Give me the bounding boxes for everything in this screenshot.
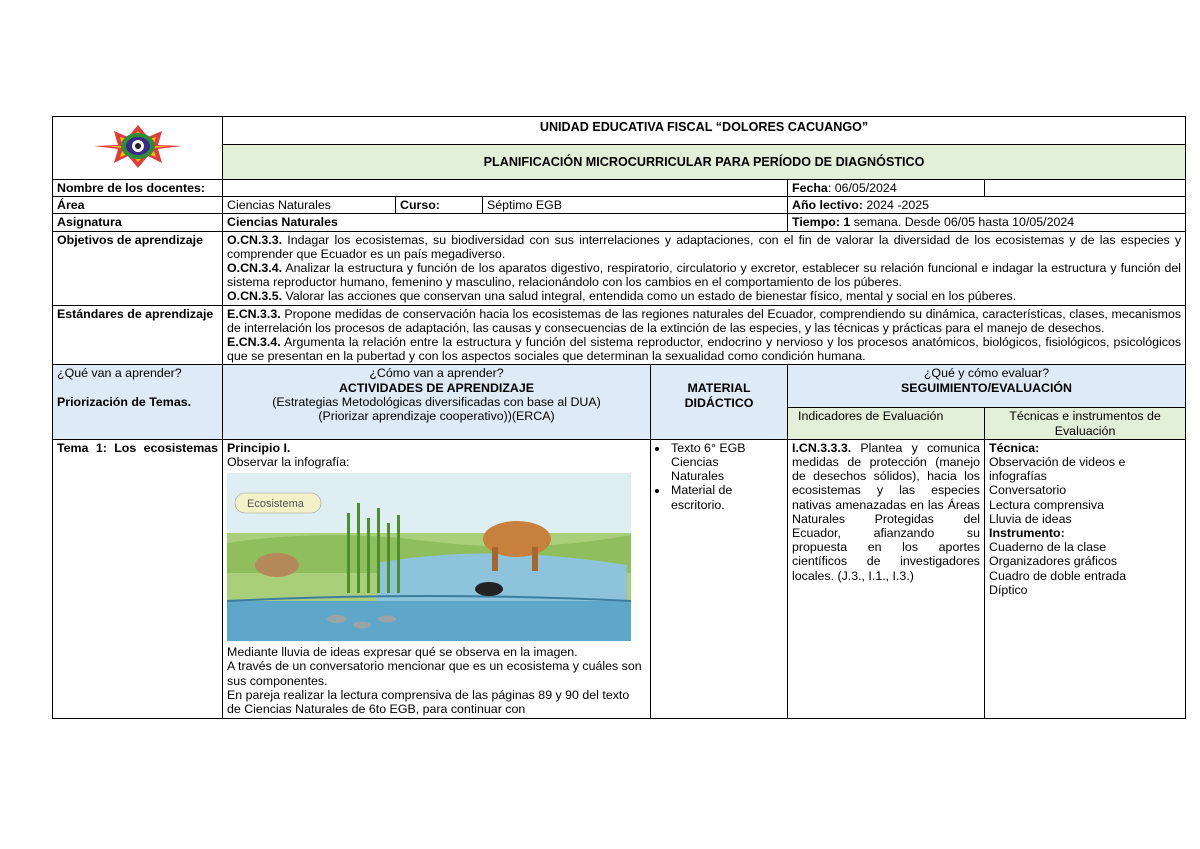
- tiempo-value: semana. Desde 06/05 hasta 10/05/2024: [850, 215, 1075, 230]
- area-label: Área: [53, 197, 223, 214]
- evaluacion-header: ¿Qué y cómo evaluar? SEGUIMIENTO/EVALUACIÓN: [788, 365, 1186, 408]
- objetivo-item: O.CN.3.4. Analizar la estructura y función de los aparatos digestivo, respiratorio, circulatorio y excretor, establecer su relación funcional e indagar la estructura y función del sistema reproductor humano, femenino y masculino, relacionándolo con los cambios en el comportamiento de los púberes.: [227, 261, 1182, 290]
- instrumento-item: Cuaderno de la clase: [989, 540, 1107, 555]
- objetivos-label: Objetivos de aprendizaje: [53, 231, 223, 305]
- anio-label: Año lectivo:: [792, 198, 863, 213]
- fecha-value: : 06/05/2024: [827, 181, 897, 195]
- school-logo: [90, 123, 186, 169]
- tiempo-cell: [788, 214, 1186, 231]
- tecnicas-cell: Técnica: Observación de videos e infografías Conversatorio Lectura comprensiva Lluvia de ideas Instrumento: Cuaderno de la clase Organizadores gráficos Cuadro de doble entrada Díptico: [985, 439, 1186, 718]
- anio-value: 2024 -2025: [862, 198, 930, 213]
- school-logo-cell: [53, 117, 223, 180]
- ecosystem-illustration: [227, 473, 631, 641]
- tecnica-item: Conversatorio: [989, 483, 1067, 498]
- objetivo-item: O.CN.3.5. Valorar las acciones que conservan una salud integral, entendida como un estado de bienestar físico, mental y social en los púberes.: [227, 289, 1017, 304]
- activity-item: En pareja realizar la lectura comprensiva de las páginas 89 y 90 del texto de Ciencias Naturales de 6to EGB, para continuar con: [227, 687, 630, 717]
- activity-item: Mediante lluvia de ideas expresar qué se observa en la imagen.: [227, 645, 578, 660]
- activity-item: A través de un conversatorio mencionar que es un ecosistema y cuáles son sus componentes.: [227, 659, 642, 688]
- estandar-item: E.CN.3.4. Argumenta la relación entre la estructura y función del sistema reproductor, endocrino y nervioso y los procesos anatómicos, biológicos, fisiológicos, psicológicos que se presentan en la pubertad y con los aspectos sociales que determinan la sexualidad como condición humana.: [227, 335, 1182, 364]
- tiempo-label: Tiempo: 1: [792, 215, 851, 230]
- material-item: • Texto 6° EGB Ciencias Naturales: [669, 441, 783, 484]
- objetivo-item: O.CN.3.3. Indagar los ecosistemas, su biodiversidad con sus interrelaciones y adaptaciones, con el fin de valorar la diversidad de los ecosistemas y de las especies y comprender que Ecuador es un país megadiverso.: [227, 232, 1182, 261]
- planning-table: [52, 116, 1186, 719]
- estandares-label: Estándares de aprendizaje: [53, 305, 223, 365]
- infographic-label: Ecosistema: [247, 498, 304, 511]
- instrumento-item: Organizadores gráficos: [989, 554, 1118, 569]
- objetivos-content: [223, 231, 1186, 305]
- anio-cell: [788, 197, 1186, 214]
- material-header: MATERIAL DIDÁCTICO: [651, 365, 788, 439]
- asignatura-label: Asignatura: [53, 214, 223, 231]
- actividades-cell: Principio I. Observar la infografía: Ecosistema Mediante lluvia de ideas expresar qué se observa en la imagen. A través de un conversatorio mencionar que es un ecosistema y cuáles son sus componentes. En pareja realizar la lectura comprensiva de las páginas 89 y 90 del texto de Ciencias Naturales de 6to EGB, para continuar con: [223, 439, 651, 718]
- ecosystem-infographic: [227, 473, 631, 641]
- tecnica-item: Lluvia de ideas: [989, 511, 1072, 526]
- material-item: • Material de escritorio.: [669, 483, 783, 511]
- tema-cell: Tema 1: Los ecosistemas: [53, 439, 223, 718]
- asignatura-value: Ciencias Naturales: [223, 214, 788, 231]
- docentes-value: [223, 180, 788, 197]
- plan-title: PLANIFICACIÓN MICROCURRICULAR PARA PERÍODO DE DIAGNÓSTICO: [223, 145, 1186, 180]
- indicador-cell: I.CN.3.3.3. Plantea y comunica medidas de protección (manejo de desechos sólidos), hacia los ecosistemas y las especies nativas amenazadas en las Áreas Naturales Protegidas del Ecuador, afianzando su propuesta en los aportes científicos de investigadores locales. (J.3., I.1., I.3.): [788, 439, 985, 718]
- fecha-extra: [985, 180, 1186, 197]
- tecnica-item: Lectura comprensiva: [989, 497, 1105, 512]
- instrumento-item: Cuadro de doble entrada: [989, 568, 1127, 583]
- school-name: UNIDAD EDUCATIVA FISCAL “DOLORES CACUANGO”: [223, 117, 1186, 145]
- tecnicas-header: Técnicas e instrumentos de Evaluación: [985, 408, 1186, 439]
- docentes-label: Nombre de los docentes:: [53, 180, 223, 197]
- instrumento-item: Díptico: [989, 582, 1028, 597]
- curso-value: Séptimo EGB: [483, 197, 788, 214]
- indicadores-header: Indicadores de Evaluación: [788, 408, 985, 439]
- que-aprender-header: ¿Qué van a aprender? Priorización de Temas.: [53, 365, 223, 439]
- estandar-item: E.CN.3.3. Propone medidas de conservación hacia los ecosistemas de las regiones naturales del Ecuador, comprendiendo su dinámica, características, clases, mecanismos de interrelación los procesos de adaptación, las causas y consecuencias de la extinción de las especies, y las técnicas y prácticas para el manejo de desechos.: [227, 306, 1182, 335]
- tecnica-item: Observación de videos e infografías: [989, 455, 1126, 484]
- como-aprender-header: ¿Cómo van a aprender? ACTIVIDADES DE APRENDIZAJE (Estrategias Metodológicas diversificadas con base al DUA) (Priorizar aprendizaje cooperativo))(ERCA): [223, 365, 651, 439]
- curso-label: Curso:: [396, 197, 483, 214]
- area-value: Ciencias Naturales: [223, 197, 396, 214]
- material-cell: [651, 439, 788, 718]
- fecha-cell: [788, 180, 985, 197]
- fecha-label: Fecha: [792, 181, 828, 195]
- estandares-content: [223, 305, 1186, 365]
